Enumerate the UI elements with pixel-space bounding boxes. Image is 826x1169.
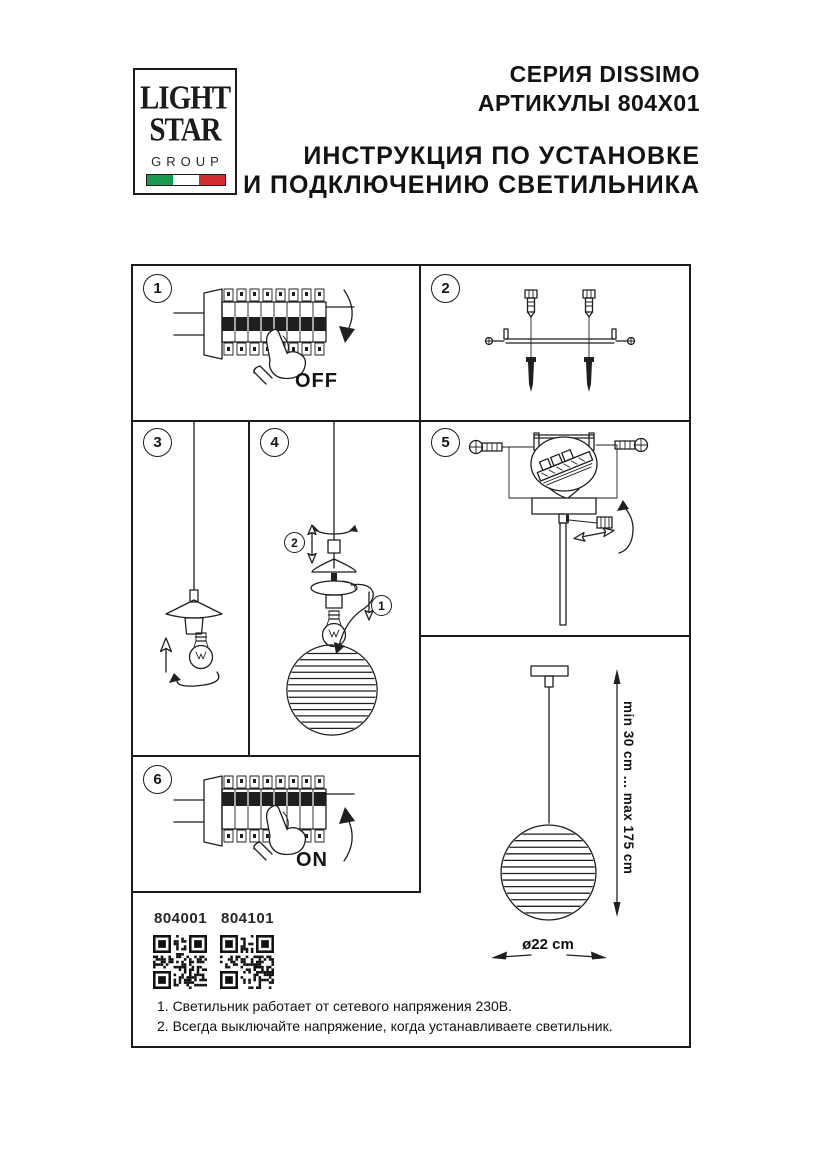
off-label: OFF (295, 370, 338, 392)
lamp-shade-icon (166, 600, 222, 618)
up-down-arrow-icon (308, 525, 316, 563)
height-range-label: min 30 cm ... max 175 cm (621, 701, 636, 875)
shade-holder-icon (311, 581, 357, 595)
rotate-arrow-icon (169, 672, 219, 686)
note-line-2: 2. Всегда выключайте напряжение, когда устанавливаете светильник. (157, 1017, 613, 1034)
on-label: ON (296, 849, 328, 871)
height-dimension-line (614, 669, 621, 917)
qr-code-804101 (220, 935, 274, 989)
canopy-wiring-drawing (421, 420, 693, 635)
globe-assembly-drawing (250, 420, 419, 755)
article-code-804101: 804101 (221, 910, 275, 927)
logo-group-text: GROUP (151, 154, 224, 169)
flag-red-segment (199, 175, 225, 185)
safety-notes (157, 997, 613, 1036)
instruction-title-2: И ПОДКЛЮЧЕНИЮ СВЕТИЛЬНИКА (243, 171, 700, 199)
mounting-bracket-drawing (421, 266, 693, 420)
italy-flag-icon (146, 174, 226, 186)
logo-light-text: LIGHT (139, 79, 231, 117)
logo-star-text: STAR (149, 111, 221, 149)
step-2-panel (421, 266, 693, 420)
screw-icon (583, 290, 595, 357)
terminal-block-magnifier (531, 437, 597, 498)
callout-2: 2 (284, 532, 305, 553)
bracket-icon (486, 329, 635, 345)
breaker-off-drawing (133, 266, 419, 420)
article-code-804001: 804001 (154, 910, 208, 927)
grub-screw-icon (597, 517, 612, 528)
up-arrow-icon (161, 638, 172, 672)
breaker-on-drawing (133, 757, 419, 891)
diameter-label: ø22 cm (522, 936, 574, 953)
instruction-title-1: ИНСТРУКЦИЯ ПО УСТАНОВКЕ (303, 142, 700, 170)
step-5-panel (421, 420, 693, 635)
rod-icon (560, 523, 566, 625)
light-bulb-icon (190, 633, 213, 669)
step-5-number: 5 (431, 428, 460, 457)
circuit-breaker-icon (174, 776, 354, 846)
rotate-arrow-icon (617, 500, 633, 553)
series-title: СЕРИЯ DISSIMO (509, 61, 700, 87)
qr-code-804001 (153, 935, 207, 989)
step-4-panel (250, 420, 419, 755)
ribbed-globe-icon (286, 645, 378, 735)
step-6-panel (133, 757, 419, 891)
screw-icon (525, 290, 537, 357)
instruction-grid (131, 264, 691, 1048)
light-bulb-icon (323, 611, 346, 647)
canopy-plate-icon (532, 498, 596, 514)
callout-1: 1 (371, 595, 392, 616)
step-4-number: 4 (260, 428, 289, 457)
step-3-number: 3 (143, 428, 172, 457)
step-1-panel (133, 266, 419, 420)
pendant-dimension-drawing (421, 637, 693, 1050)
ceiling-plate-icon (531, 666, 568, 676)
articles-title: АРТИКУЛЫ 804X01 (477, 90, 700, 116)
left-right-arrow-icon (574, 528, 614, 541)
step-6-number: 6 (143, 765, 172, 794)
lightstar-logo (133, 68, 237, 195)
step-1-number: 1 (143, 274, 172, 303)
ribbed-globe-icon (500, 825, 597, 920)
dimension-panel (421, 637, 693, 1050)
step-3-panel (133, 420, 248, 755)
pendant-bulb-drawing (133, 420, 248, 755)
flag-green-segment (147, 175, 173, 185)
wall-anchor-icon (526, 357, 594, 392)
flag-white-segment (173, 175, 199, 185)
note-line-1: 1. Светильник работает от сетевого напряжения 230В. (157, 998, 513, 1014)
screw-icon (470, 441, 510, 454)
step-2-number: 2 (431, 274, 460, 303)
